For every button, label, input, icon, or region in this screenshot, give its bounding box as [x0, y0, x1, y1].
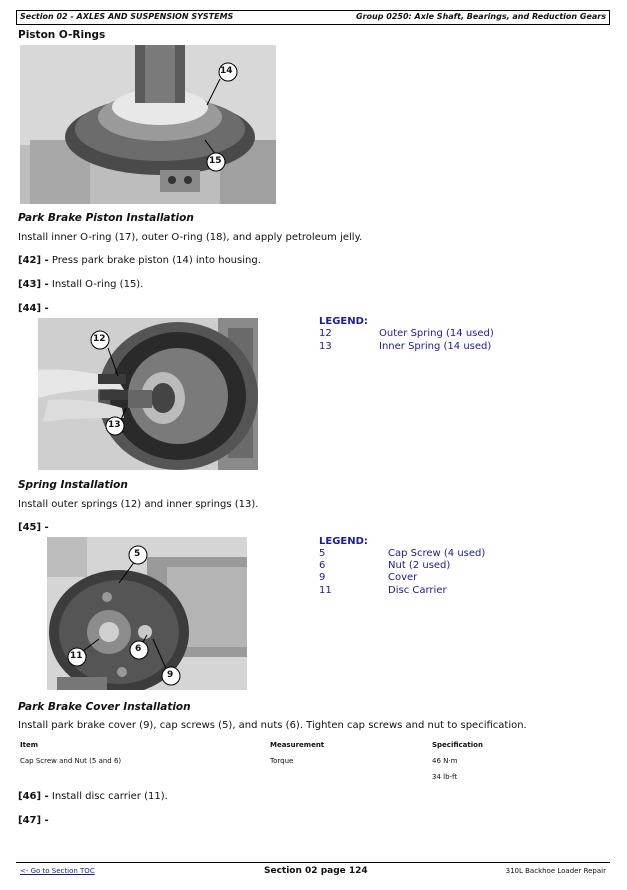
piston-orings-title: Piston O-Rings [18, 29, 106, 41]
park-brake-piston-text: Install inner O-ring (17), outer O-ring (18), and apply petroleum jelly. [18, 232, 363, 243]
legend-label: Disc Carrier [388, 585, 447, 596]
callout-15: 15 [209, 156, 222, 166]
section-title: Section 02 - AXLES AND SUSPENSION SYSTEMS [20, 12, 234, 21]
callout-14: 14 [220, 66, 233, 76]
callout-5: 5 [134, 549, 141, 559]
step-47-number: [47] - [18, 815, 49, 826]
legend-1-title: LEGEND: [319, 316, 368, 327]
step-45-number: [45] - [18, 522, 49, 533]
legend-label: Outer Spring (14 used) [379, 328, 494, 339]
table-header-measurement: Measurement [270, 741, 325, 749]
cover-installation-text: Install park brake cover (9), cap screws (5), and nuts (6). Tighten cap screws and nut to specification. [18, 720, 527, 731]
step-42-number: [42] - [18, 255, 49, 266]
legend-number: 9 [319, 572, 326, 583]
legend-number: 6 [319, 560, 326, 571]
callout-11: 11 [70, 651, 83, 661]
table-header-specification: Specification [432, 741, 483, 749]
legend-label: Cap Screw (4 used) [388, 548, 486, 559]
park-brake-piston-title: Park Brake Piston Installation [18, 212, 194, 224]
callout-12: 12 [93, 334, 106, 344]
step-46 [18, 791, 168, 802]
legend-label: Inner Spring (14 used) [379, 341, 492, 352]
cover-installation-title: Park Brake Cover Installation [18, 701, 191, 713]
legend-number: 13 [319, 341, 332, 352]
table-cell-spec-imperial: 34 lb-ft [432, 773, 458, 781]
spring-photo [38, 318, 258, 470]
callout-13: 13 [108, 420, 121, 430]
spring-installation-text: Install outer springs (12) and inner springs (13). [18, 499, 259, 510]
go-to-section-toc-link[interactable]: <- Go to Section TOC [20, 867, 95, 875]
piston-orings-photo [20, 45, 276, 204]
legend-2-title: LEGEND: [319, 536, 368, 547]
table-cell-measurement: Torque [270, 757, 294, 765]
legend-number: 11 [319, 585, 332, 596]
page-header [16, 10, 610, 25]
table-header-item: Item [20, 741, 38, 749]
legend-label: Cover [388, 572, 418, 583]
group-title: Group 0250: Axle Shaft, Bearings, and Reduction Gears [356, 12, 606, 21]
callout-6: 6 [135, 644, 142, 654]
legend-label: Nut (2 used) [388, 560, 451, 571]
step-43-number: [43] - [18, 279, 49, 290]
callout-9: 9 [167, 670, 174, 680]
step-46-number: [46] - [18, 791, 49, 802]
spring-installation-title: Spring Installation [18, 479, 128, 491]
step-42 [18, 255, 261, 266]
step-44-number: [44] - [18, 303, 49, 314]
cover-photo [47, 537, 247, 690]
legend-number: 5 [319, 548, 326, 559]
page-number: Section 02 page 124 [264, 866, 368, 876]
manual-title: 310L Backhoe Loader Repair [505, 867, 606, 875]
step-43 [18, 279, 143, 290]
step-46-text: Install disc carrier (11). [51, 791, 168, 802]
step-42-text: Press park brake piston (14) into housing. [51, 255, 261, 266]
table-cell-item: Cap Screw and Nut (5 and 6) [20, 757, 122, 765]
footer-divider [16, 862, 610, 863]
step-43-text: Install O-ring (15). [51, 279, 144, 290]
legend-number: 12 [319, 328, 332, 339]
table-cell-spec-metric: 46 N·m [432, 757, 458, 765]
